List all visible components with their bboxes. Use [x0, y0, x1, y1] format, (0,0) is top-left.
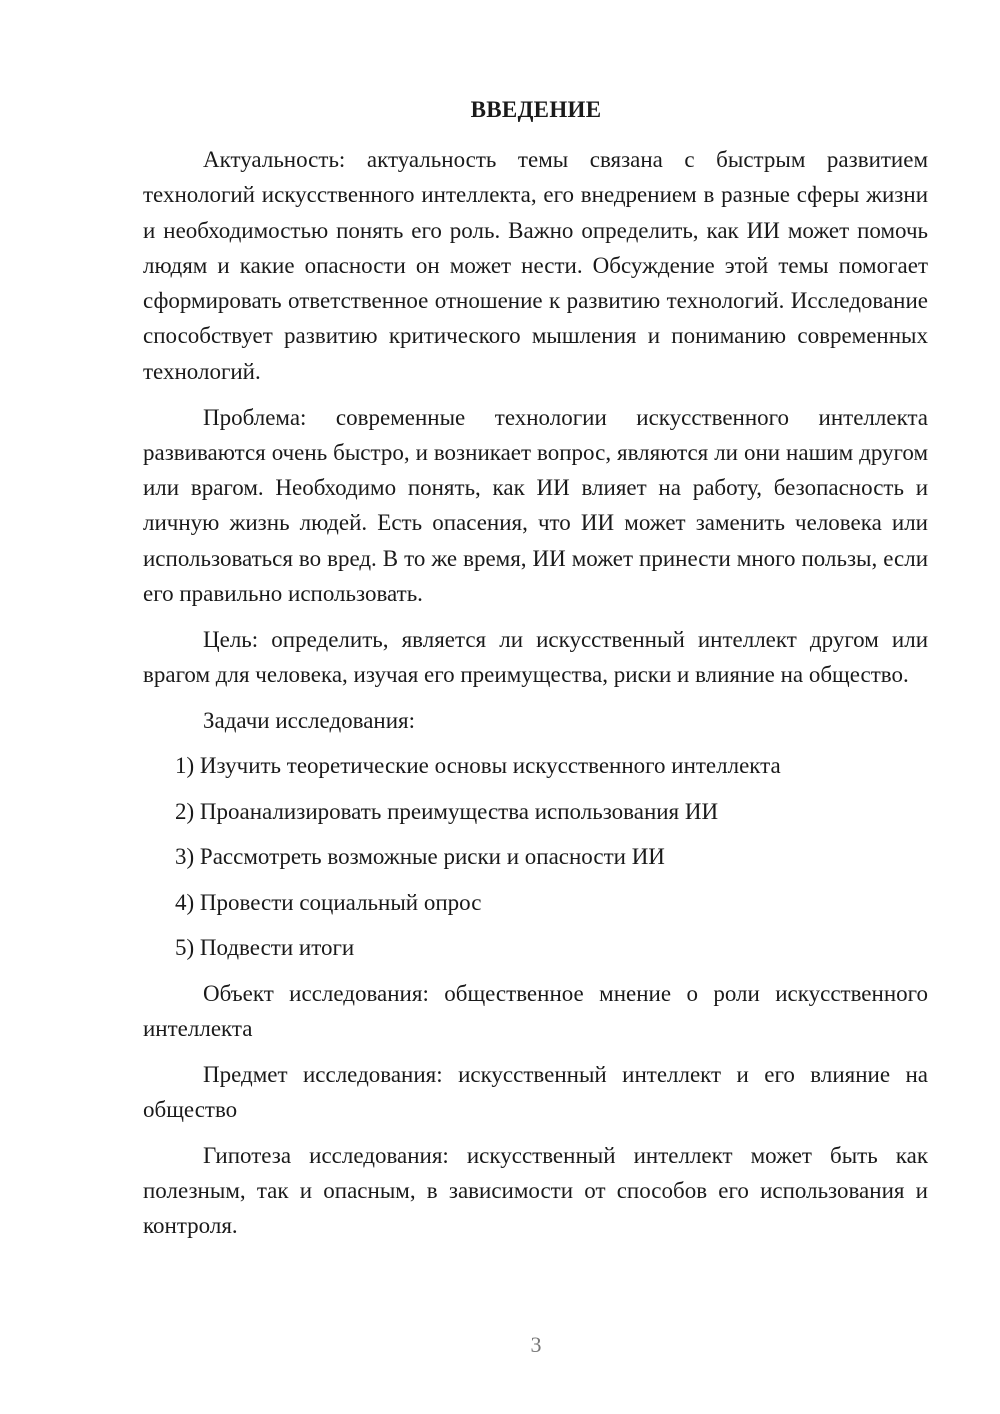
document-body [143, 142, 928, 1254]
paragraph-goal: Цель: определить, является ли искусственный интеллект другом или врагом для человека, изучая его преимущества, риски и влияние на общество. [143, 626, 928, 688]
task-item: 5) Подвести итоги [175, 935, 355, 961]
tasks-heading: Задачи исследования: [203, 707, 416, 733]
paragraph-relevance: Актуальность: актуальность темы связана с быстрым развитием технологий искусственного интеллекта, его внедрением в разные сферы жизни и необходимостью понять его роль. Важно определить, как ИИ может помочь людям и какие опасности он может нести. Обсуждение этой темы помогает сформировать ответственное отношение к развитию технологий. Исследование способствует развитию критического мышления и пониманию современных технологий. [143, 147, 928, 384]
page-number: 3 [530, 1332, 542, 1357]
task-item: 3) Рассмотреть возможные риски и опасности ИИ [175, 844, 665, 870]
task-item: 4) Провести социальный опрос [175, 889, 482, 915]
paragraph-problem: Проблема: современные технологии искусственного интеллекта развиваются очень быстро, и возникает вопрос, являются ли они нашим другом или врагом. Необходимо понять, как ИИ влияет на работу, безопасность и личную жизнь людей. Есть опасения, что ИИ может заменить человека или использоваться во вред. В то же время, ИИ может принести много пользы, если его правильно использовать. [143, 404, 928, 607]
section-title: ВВЕДЕНИЕ [470, 97, 602, 122]
tasks-list [143, 748, 928, 965]
paragraph-hypothesis: Гипотеза исследования: искусственный интеллект может быть как полезным, так и опасным, в зависимости от способов его использования и контроля. [143, 1142, 928, 1239]
task-item: 2) Проанализировать преимущества использования ИИ [175, 798, 719, 824]
paragraph-subject: Предмет исследования: искусственный интеллект и его влияние на общество [143, 1061, 928, 1123]
task-item: 1) Изучить теоретические основы искусственного интеллекта [175, 753, 781, 779]
paragraph-object: Объект исследования: общественное мнение о роли искусственного интеллекта [143, 980, 928, 1041]
